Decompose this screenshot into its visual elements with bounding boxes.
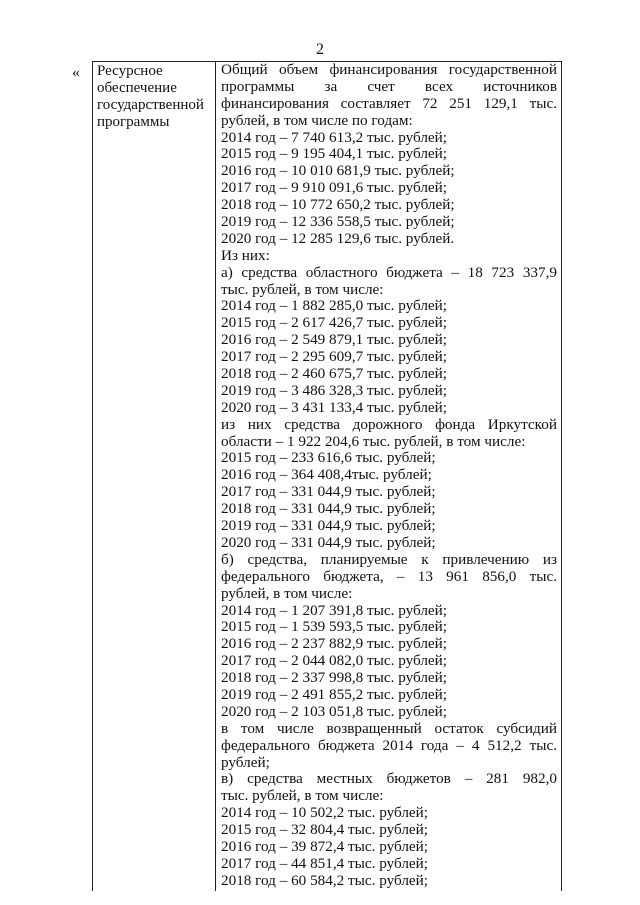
content-line: рублей, в том числе по годам: — [221, 111, 413, 129]
label-line: государственной — [97, 96, 204, 113]
content-line: 2018 год – 60 584,2 тыс. рублей; — [221, 871, 429, 889]
content-line: из них средства дорожного фонда Иркутской — [221, 416, 557, 433]
opening-quote-mark: « — [72, 64, 80, 81]
content-line: программы за счет всех источников — [221, 78, 557, 95]
content-line: 2019 год – 2 491 855,2 тыс. рублей; — [221, 685, 448, 703]
content-line: 2017 год – 2 044 082,0 тыс. рублей; — [221, 652, 448, 670]
content-line: 2019 год – 3 486 328,3 тыс. рублей; — [221, 381, 448, 399]
table-column-divider — [215, 61, 216, 891]
content-line: в) средства местных бюджетов – 281 982,0 — [221, 771, 557, 788]
content-line: 2014 год – 1 207 391,8 тыс. рублей; — [221, 601, 448, 619]
content-line: в том числе возвращенный остаток субсидий — [221, 720, 557, 737]
content-line: федерального бюджета, – 13 961 856,0 тыс. — [221, 568, 557, 585]
content-line: 2015 год – 32 804,4 тыс. рублей; — [221, 821, 429, 839]
content-line: 2018 год – 10 772 650,2 тыс. рублей; — [221, 196, 455, 214]
content-line: рублей; — [221, 753, 270, 771]
content-line: 2016 год – 2 549 879,1 тыс. рублей; — [221, 331, 448, 349]
content-line: тыс. рублей, в том числе: — [221, 787, 384, 805]
content-line: федерального бюджета 2014 года – 4 512,2 тыс. — [221, 737, 557, 754]
content-line: 2016 год – 2 237 882,9 тыс. рублей; — [221, 635, 448, 653]
label-line: программы — [97, 113, 170, 130]
financing-content-cell — [221, 62, 557, 890]
content-line: 2018 год – 2 337 998,8 тыс. рублей; — [221, 669, 448, 687]
content-line: 2020 год – 12 285 129,6 тыс. рублей. — [221, 229, 455, 247]
content-line: 2016 год – 10 010 681,9 тыс. рублей; — [221, 162, 455, 180]
content-line: 2017 год – 2 295 609,7 тыс. рублей; — [221, 348, 448, 366]
content-line: Общий объем финансирования государственной — [221, 62, 557, 78]
content-line: 2019 год – 12 336 558,5 тыс. рублей; — [221, 213, 455, 231]
resource-label-cell — [97, 63, 213, 131]
content-line: тыс. рублей, в том числе: — [221, 280, 384, 298]
content-line: б) средства, планируемые к привлечению из — [221, 551, 557, 568]
content-line: области – 1 922 204,6 тыс. рублей, в том числе: — [221, 432, 526, 450]
content-line: 2020 год – 3 431 133,4 тыс. рублей; — [221, 398, 448, 416]
content-line: а) средства областного бюджета – 18 723 337,9 — [221, 264, 557, 281]
content-line: 2015 год – 1 539 593,5 тыс. рублей; — [221, 618, 448, 636]
content-line: 2015 год – 9 195 404,1 тыс. рублей; — [221, 145, 448, 163]
content-line: 2014 год – 1 882 285,0 тыс. рублей; — [221, 297, 448, 315]
content-line: 2014 год – 10 502,2 тыс. рублей; — [221, 804, 429, 822]
label-line: Ресурсное — [97, 63, 163, 79]
content-line: 2018 год – 331 044,9 тыс. рублей; — [221, 500, 436, 518]
content-line: 2014 год – 7 740 613,2 тыс. рублей; — [221, 128, 448, 146]
page-number: 2 — [316, 41, 324, 58]
content-line: 2018 год – 2 460 675,7 тыс. рублей; — [221, 365, 448, 383]
content-line: 2020 год – 331 044,9 тыс. рублей; — [221, 533, 436, 551]
content-line: 2019 год – 331 044,9 тыс. рублей; — [221, 517, 436, 535]
content-line: Из них: — [221, 246, 270, 264]
content-line: 2020 год – 2 103 051,8 тыс. рублей; — [221, 702, 448, 720]
content-line: 2016 год – 364 408,4тыс. рублей; — [221, 466, 432, 484]
content-line: 2017 год – 331 044,9 тыс. рублей; — [221, 483, 436, 501]
content-line: 2016 год – 39 872,4 тыс. рублей; — [221, 837, 429, 855]
content-line: рублей, в том числе: — [221, 584, 353, 602]
content-line: 2015 год – 2 617 426,7 тыс. рублей; — [221, 314, 448, 332]
content-line: 2015 год – 233 616,6 тыс. рублей; — [221, 449, 436, 467]
label-line: обеспечение — [97, 79, 177, 96]
content-line: 2017 год – 9 910 091,6 тыс. рублей; — [221, 179, 448, 197]
content-line: финансирования составляет 72 251 129,1 тыс. — [221, 95, 557, 112]
content-line: 2017 год – 44 851,4 тыс. рублей; — [221, 854, 429, 872]
